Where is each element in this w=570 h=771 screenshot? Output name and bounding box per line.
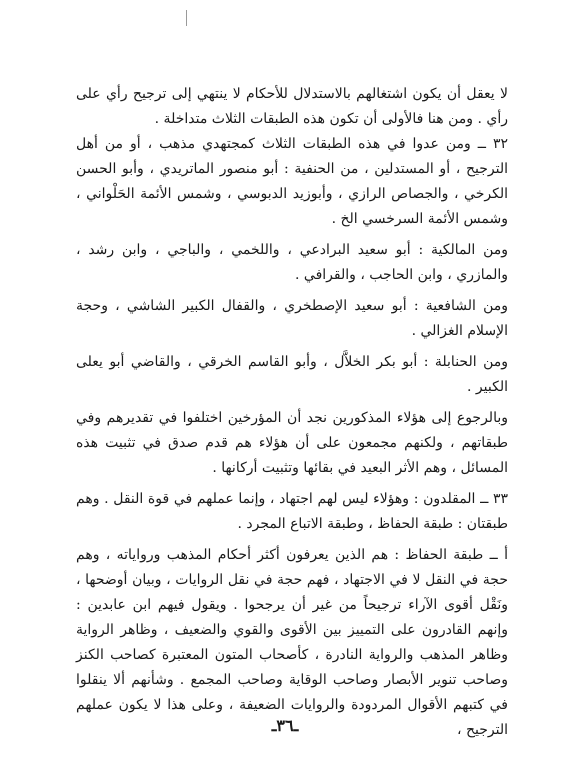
paragraph-conclusion: وبالرجوع إلى هؤلاء المذكورين نجد أن المؤرخين اختلفوا في تقديرهم وفي طبقاتهم ، ولكنهم مجمعون على أن هؤلاء هم قدم صدق في تثبيت هذه المسائل ، وهم الأثر البعيد في بقائها وتثبيت أركانها . xyxy=(76,410,508,476)
paragraph-malikiyya: ومن المالكية : أبو سعيد البرادعي ، واللخمي ، والباجي ، وابن رشد ، والمازري ، وابن الحاجب ، والقرافي . xyxy=(76,242,508,283)
paragraph-shafiiyya: ومن الشافعية : أبو سعيد الإصطخري ، والقفال الكبير الشاشي ، وحجة الإسلام الغزالي . xyxy=(76,298,508,339)
paragraph-intro: لا يعقل أن يكون اشتغالهم بالاستدلال للأحكام لا ينتهي إلى ترجيح رأي على رأي . ومن هنا فالأولى أن تكون هذه الطبقات الثلاث متداخلة . xyxy=(76,86,508,127)
paragraph-33: ٣٣ ــ المقلدون : وهؤلاء ليس لهم اجتهاد ، وإنما عملهم في قوة النقل . وهم طبقتان : طبقة الحفاظ ، وطبقة الاتباع المجرد . xyxy=(76,491,508,532)
paragraph-hanabila: ومن الحنابلة : أبو بكر الخلاَّل ، وأبو القاسم الخرقي ، والقاضي أبو يعلى الكبير . xyxy=(76,354,508,395)
page-number: ـ٣٦ـ xyxy=(271,716,299,735)
paragraph-32: ٣٢ ــ ومن عدوا في هذه الطبقات الثلاث كمجتهدي مذهب ، أو من أهل الترجيح ، أو المستدلين ، من الحنفية : أبو منصور الماتريدي ، وأبو الحسن الكرخي ، والجصاص الرازي ، وأبوزيد الدبوسي ، وشمس الأئمة الحَلْواني ، وشمس الأئمة السرخسي الخ . xyxy=(76,136,508,227)
paragraph-huffaz: أ ــ طبقة الحفاظ : هم الذين يعرفون أكثر أحكام المذهب ورواياته ، وهم حجة في النقل لا في الاجتهاد ، فهم حجة في نقل الروايات ، وبيان أوضحها ، ونَقْل أقوى الآراء ترجيحاً من غير أن يرجحوا . ويقول فيهم ابن عابدين : وإنهم القادرون على التمييز بين الأقوى والقوي والضعيف ، وظاهر الرواية وظاهر المذهب والرواية النادرة ، كأصحاب المتون المعتبرة كصاحب الكنز وصاحب تنوير الأبصار وصاحب الوقاية وصاحب المجمع . وشأنهم ألا ينقلوا في كتبهم الأقوال المردودة والروايات الضعيفة ، وعلى هذا لا يكون عملهم الترجيح ، xyxy=(76,547,508,738)
scan-mark xyxy=(186,10,187,26)
page-body xyxy=(76,82,508,743)
